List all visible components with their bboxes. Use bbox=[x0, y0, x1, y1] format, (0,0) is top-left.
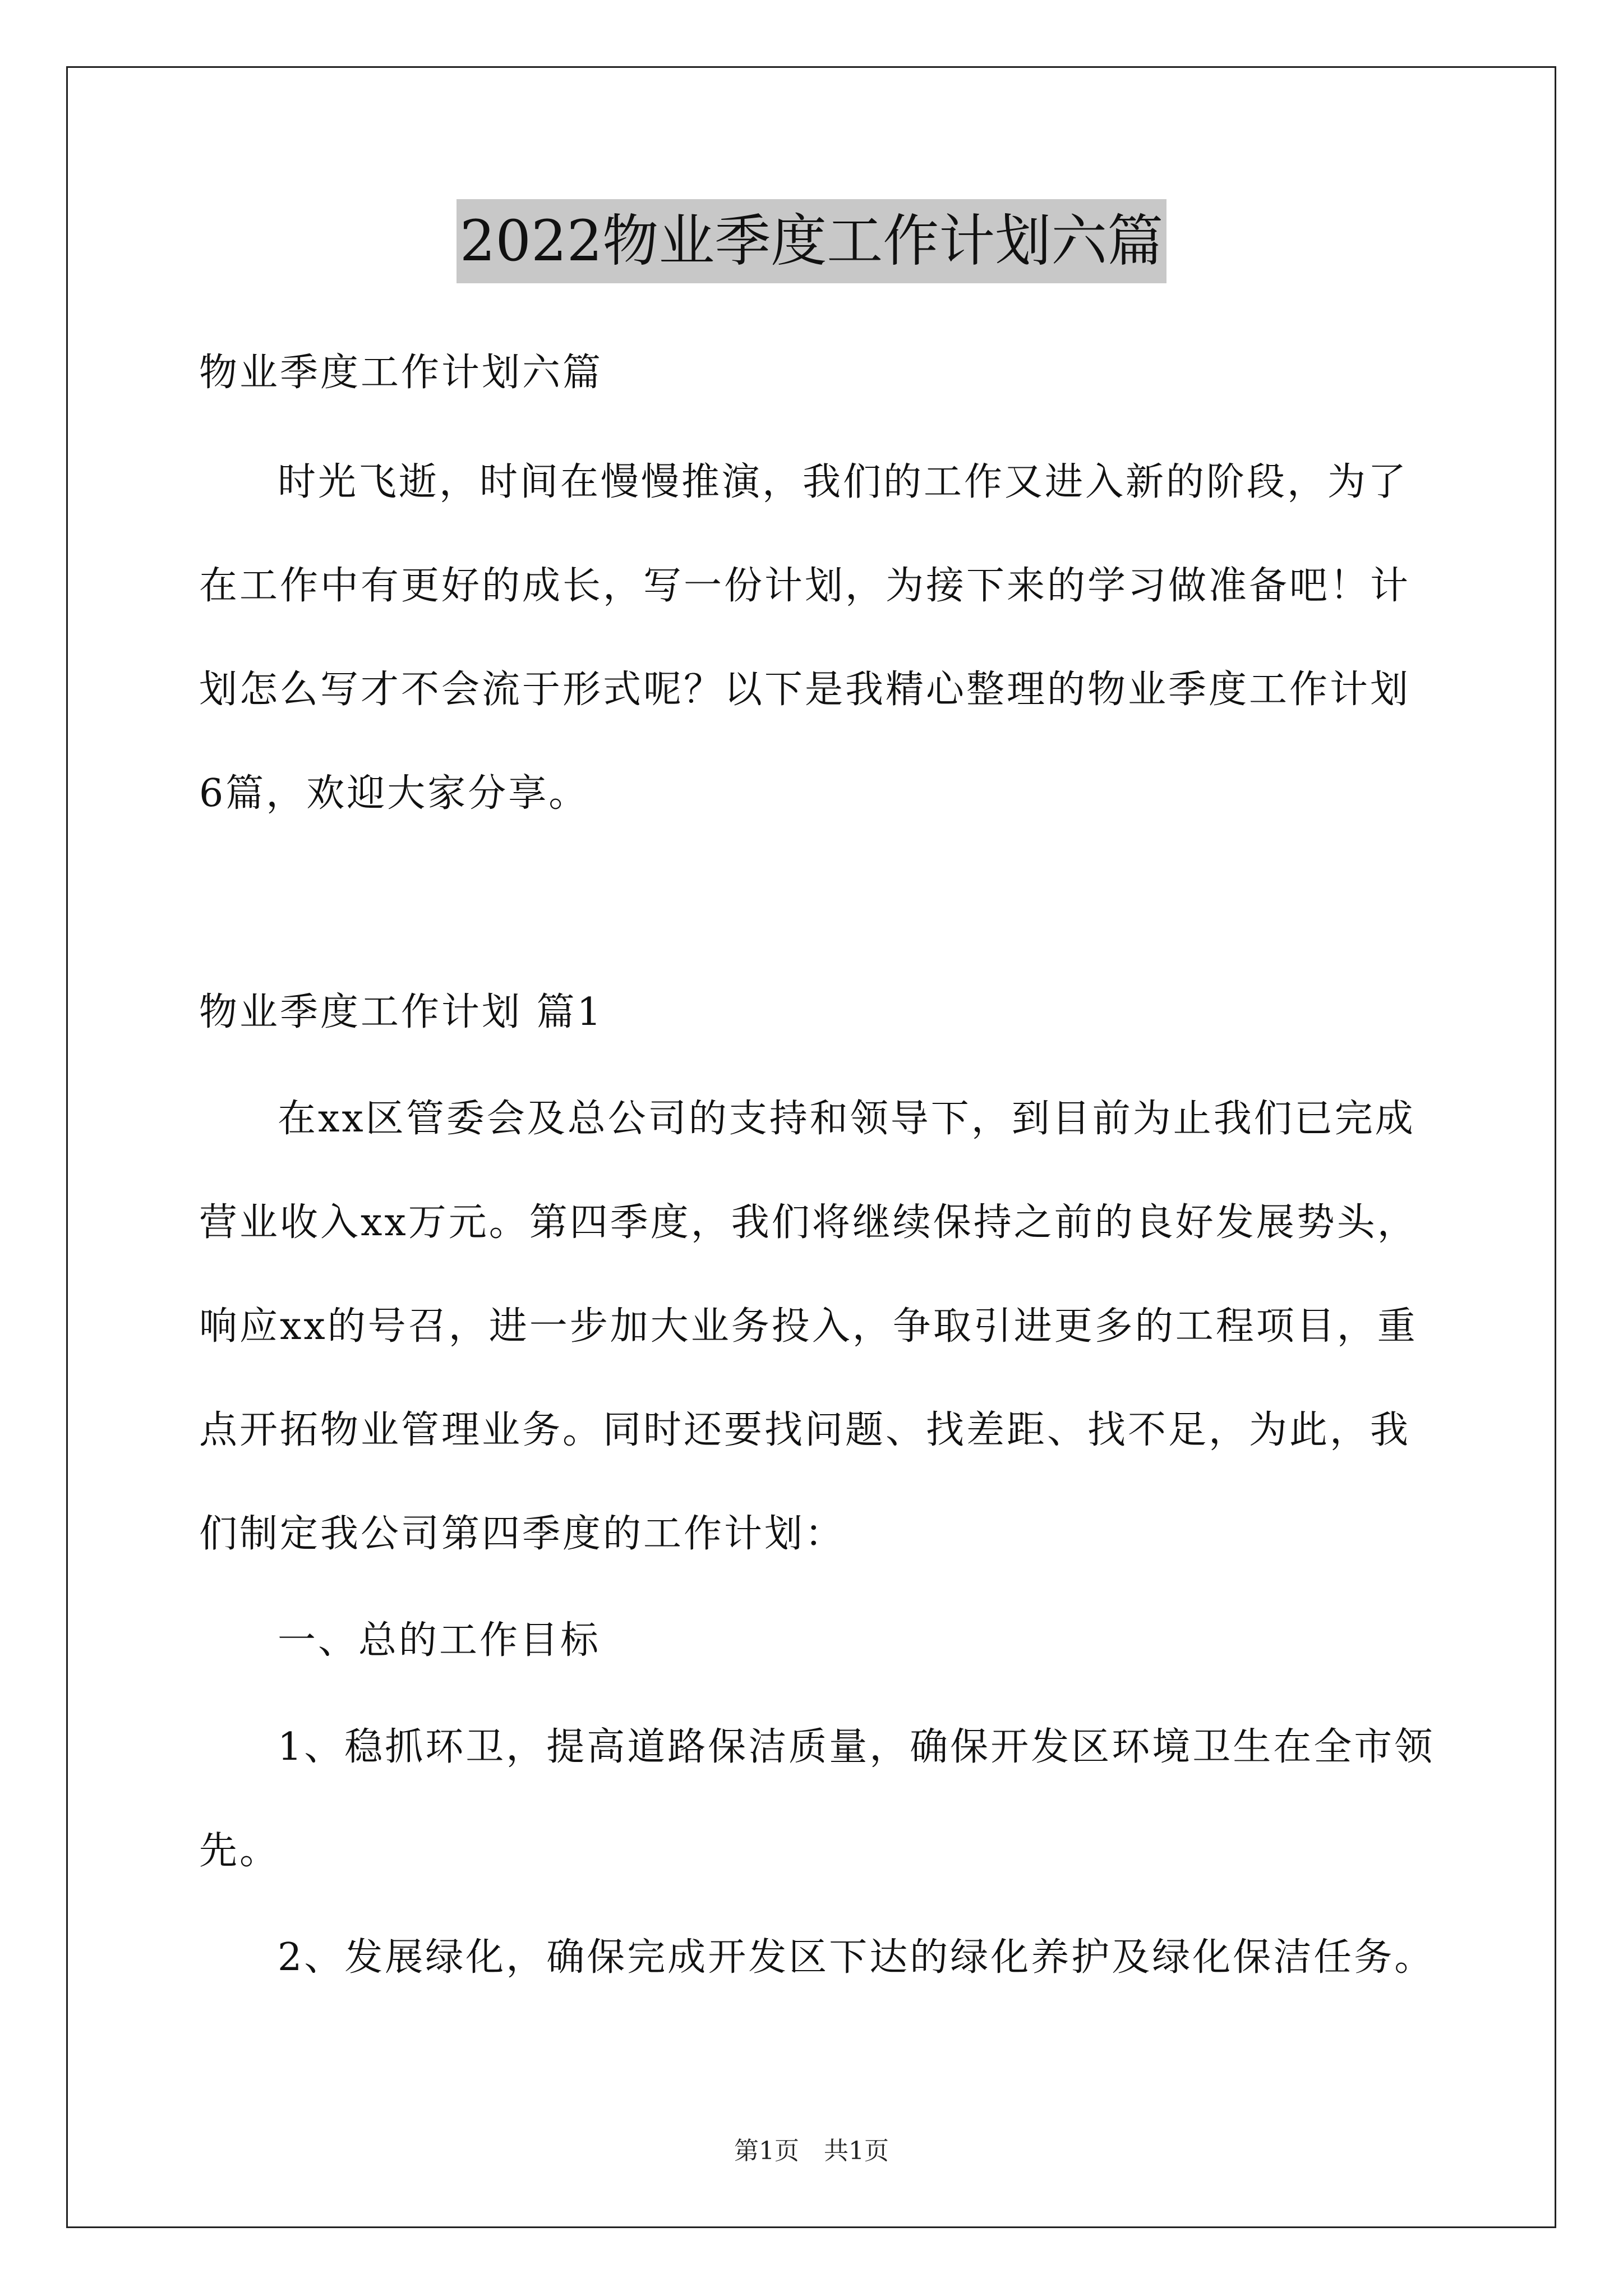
body-line-4: 点开拓物业管理业务。同时还要找问题、找差距、找不足，为此，我 bbox=[199, 1408, 1411, 1452]
intro-line-1: 时光飞逝，时间在慢慢推演，我们的工作又进入新的阶段，为了 bbox=[278, 460, 1409, 504]
document-subtitle: 物业季度工作计划六篇 bbox=[199, 351, 603, 395]
item-2-line: 2、发展绿化，确保完成开发区下达的绿化养护及绿化保洁任务。 bbox=[278, 1935, 1435, 1980]
goal-heading: 一、总的工作目标 bbox=[278, 1618, 601, 1663]
intro-line-2: 在工作中有更好的成长，写一份计划，为接下来的学习做准备吧！计 bbox=[199, 564, 1411, 608]
item-1-line-2: 先。 bbox=[199, 1829, 280, 1873]
body-line-2: 营业收入xx万元。第四季度，我们将继续保持之前的良好发展势头， bbox=[199, 1200, 1418, 1245]
document-title: 2022物业季度工作计划六篇 bbox=[457, 199, 1167, 283]
body-line-1: 在xx区管委会及总公司的支持和领导下，到目前为止我们已完成 bbox=[278, 1097, 1415, 1141]
body-line-5: 们制定我公司第四季度的工作计划： bbox=[199, 1512, 846, 1556]
intro-line-4: 6篇，欢迎大家分享。 bbox=[199, 771, 589, 816]
item-1-line-1: 1、稳抓环卫，提高道路保洁质量，确保开发区环境卫生在全市领 bbox=[278, 1725, 1435, 1769]
page-footer: 第1页 共1页 bbox=[734, 2137, 889, 2165]
title-container bbox=[0, 199, 1623, 283]
body-line-3: 响应xx的号召，进一步加大业务投入，争取引进更多的工程项目，重 bbox=[199, 1304, 1418, 1349]
intro-line-3: 划怎么写才不会流于形式呢？以下是我精心整理的物业季度工作计划 bbox=[199, 668, 1411, 712]
section-heading: 物业季度工作计划 篇1 bbox=[199, 990, 603, 1034]
